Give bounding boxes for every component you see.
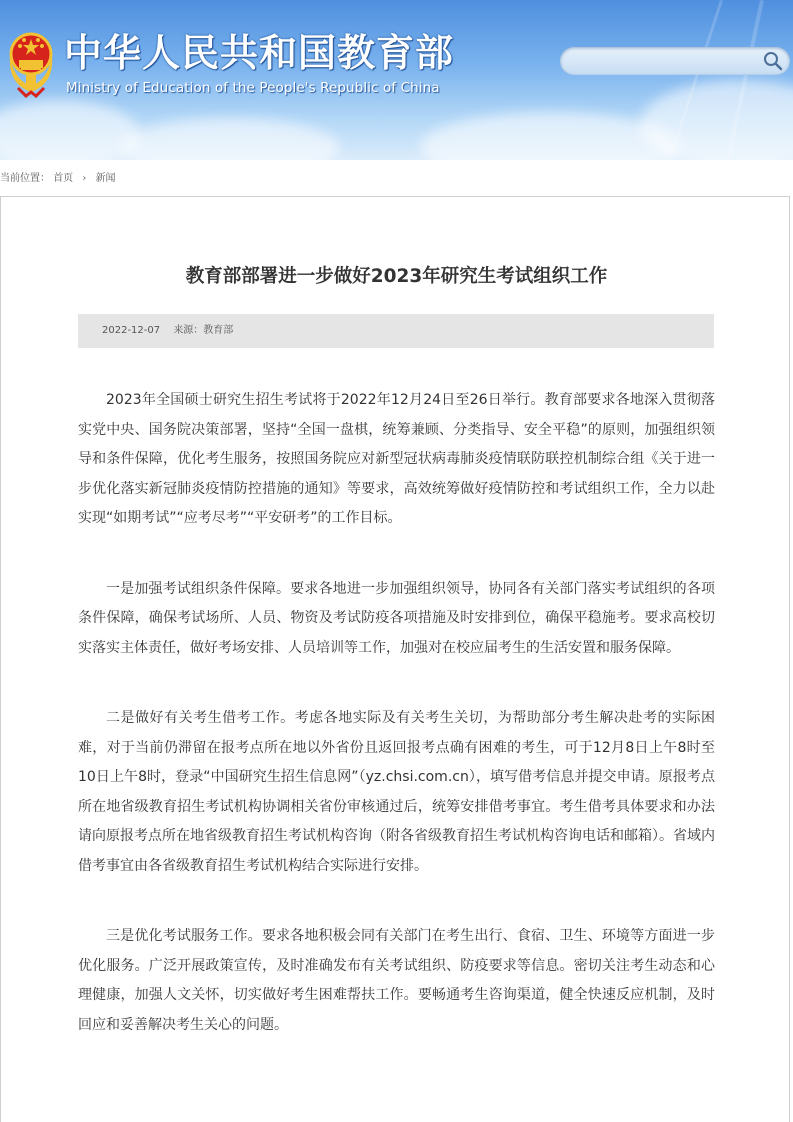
cloud-decoration: [640, 80, 793, 160]
breadcrumb-link-home[interactable]: 首页: [53, 173, 74, 184]
site-header: [0, 0, 793, 160]
search-icon[interactable]: [762, 50, 784, 72]
article-paragraph: 二是做好有关考生借考工作。考虑各地实际及有关考生关切，为帮助部分考生解决赴考的实际困难，对于当前仍滞留在报考点所在地以外省份且返回报考点确有困难的考生，可于12月8日上午8时至10日上午8时，登录“中国研究生招生信息网”（yz.chsi.com.cn），填写借考信息并提交申请。原报考点所在地省级教育招生考试机构协调相关省份审核通过后，统筹安排借考事宜。考生借考具体要求和办法请向原报考点所在地省级教育招生考试机构咨询（附各省级教育招生考试机构咨询电话和邮箱）。省域内借考事宜由各省级教育招生考试机构结合实际进行安排。: [78, 710, 715, 874]
article-paragraph: 三是优化考试服务工作。要求各地积极会同有关部门在考生出行、食宿、卫生、环境等方面进一步优化服务。广泛开展政策宣传，及时准确发布有关考试组织、防疫要求等信息。密切关注考生动态和心理健康，加强人文关怀，切实做好考生困难帮扶工作。要畅通考生咨询渠道，健全快速反应机制，及时回应和妥善解决考生关心的问题。: [78, 928, 715, 1033]
article-meta-bar: [78, 314, 714, 348]
chevron-right-icon: ›: [82, 173, 87, 184]
breadcrumb-prefix: 当前位置：: [0, 173, 50, 184]
site-subtitle: Ministry of Education of the People's Republic of China: [66, 80, 440, 96]
article-paragraph: 一是加强考试组织条件保障。要求各地进一步加强组织领导，协同各有关部门落实考试组织的各项条件保障，确保考试场所、人员、物资及考试防疫各项措施及时安排到位，确保平稳施考。要求高校切实落实主体责任，做好考场安排、人员培训等工作，加强对在校应届考生的生活安置和服务保障。: [78, 580, 715, 656]
breadcrumb: [0, 169, 116, 185]
article-date: 2022-12-07: [102, 325, 161, 336]
article-title: 教育部部署进一步做好2023年研究生考试组织工作: [185, 266, 608, 287]
article-paragraph: 2023年全国硕士研究生招生考试将于2022年12月24日至26日举行。教育部要求各地深入贯彻落实党中央、国务院决策部署，坚持“全国一盘棋，统筹兼顾、分类指导、安全平稳”的原则，加强组织领导和条件保障，优化考生服务，按照国务院应对新型冠状病毒肺炎疫情联防联控机制综合组《关于进一步优化落实新冠肺炎疫情防控措施的通知》等要求，高效统筹做好疫情防控和考试组织工作，全力以赴实现“如期考试”“应考尽考”“平安研考”的工作目标。: [78, 392, 715, 526]
search-box: [560, 47, 790, 75]
breadcrumb-link-news[interactable]: 新闻: [95, 173, 116, 184]
article-source: 来源：教育部: [173, 325, 234, 336]
national-emblem-icon: [4, 22, 58, 100]
search-input[interactable]: [572, 51, 761, 73]
cloud-decoration: [120, 118, 340, 160]
cloud-decoration: [0, 100, 140, 160]
site-title: 中华人民共和国教育部: [64, 31, 455, 75]
article-body: [78, 386, 715, 1081]
